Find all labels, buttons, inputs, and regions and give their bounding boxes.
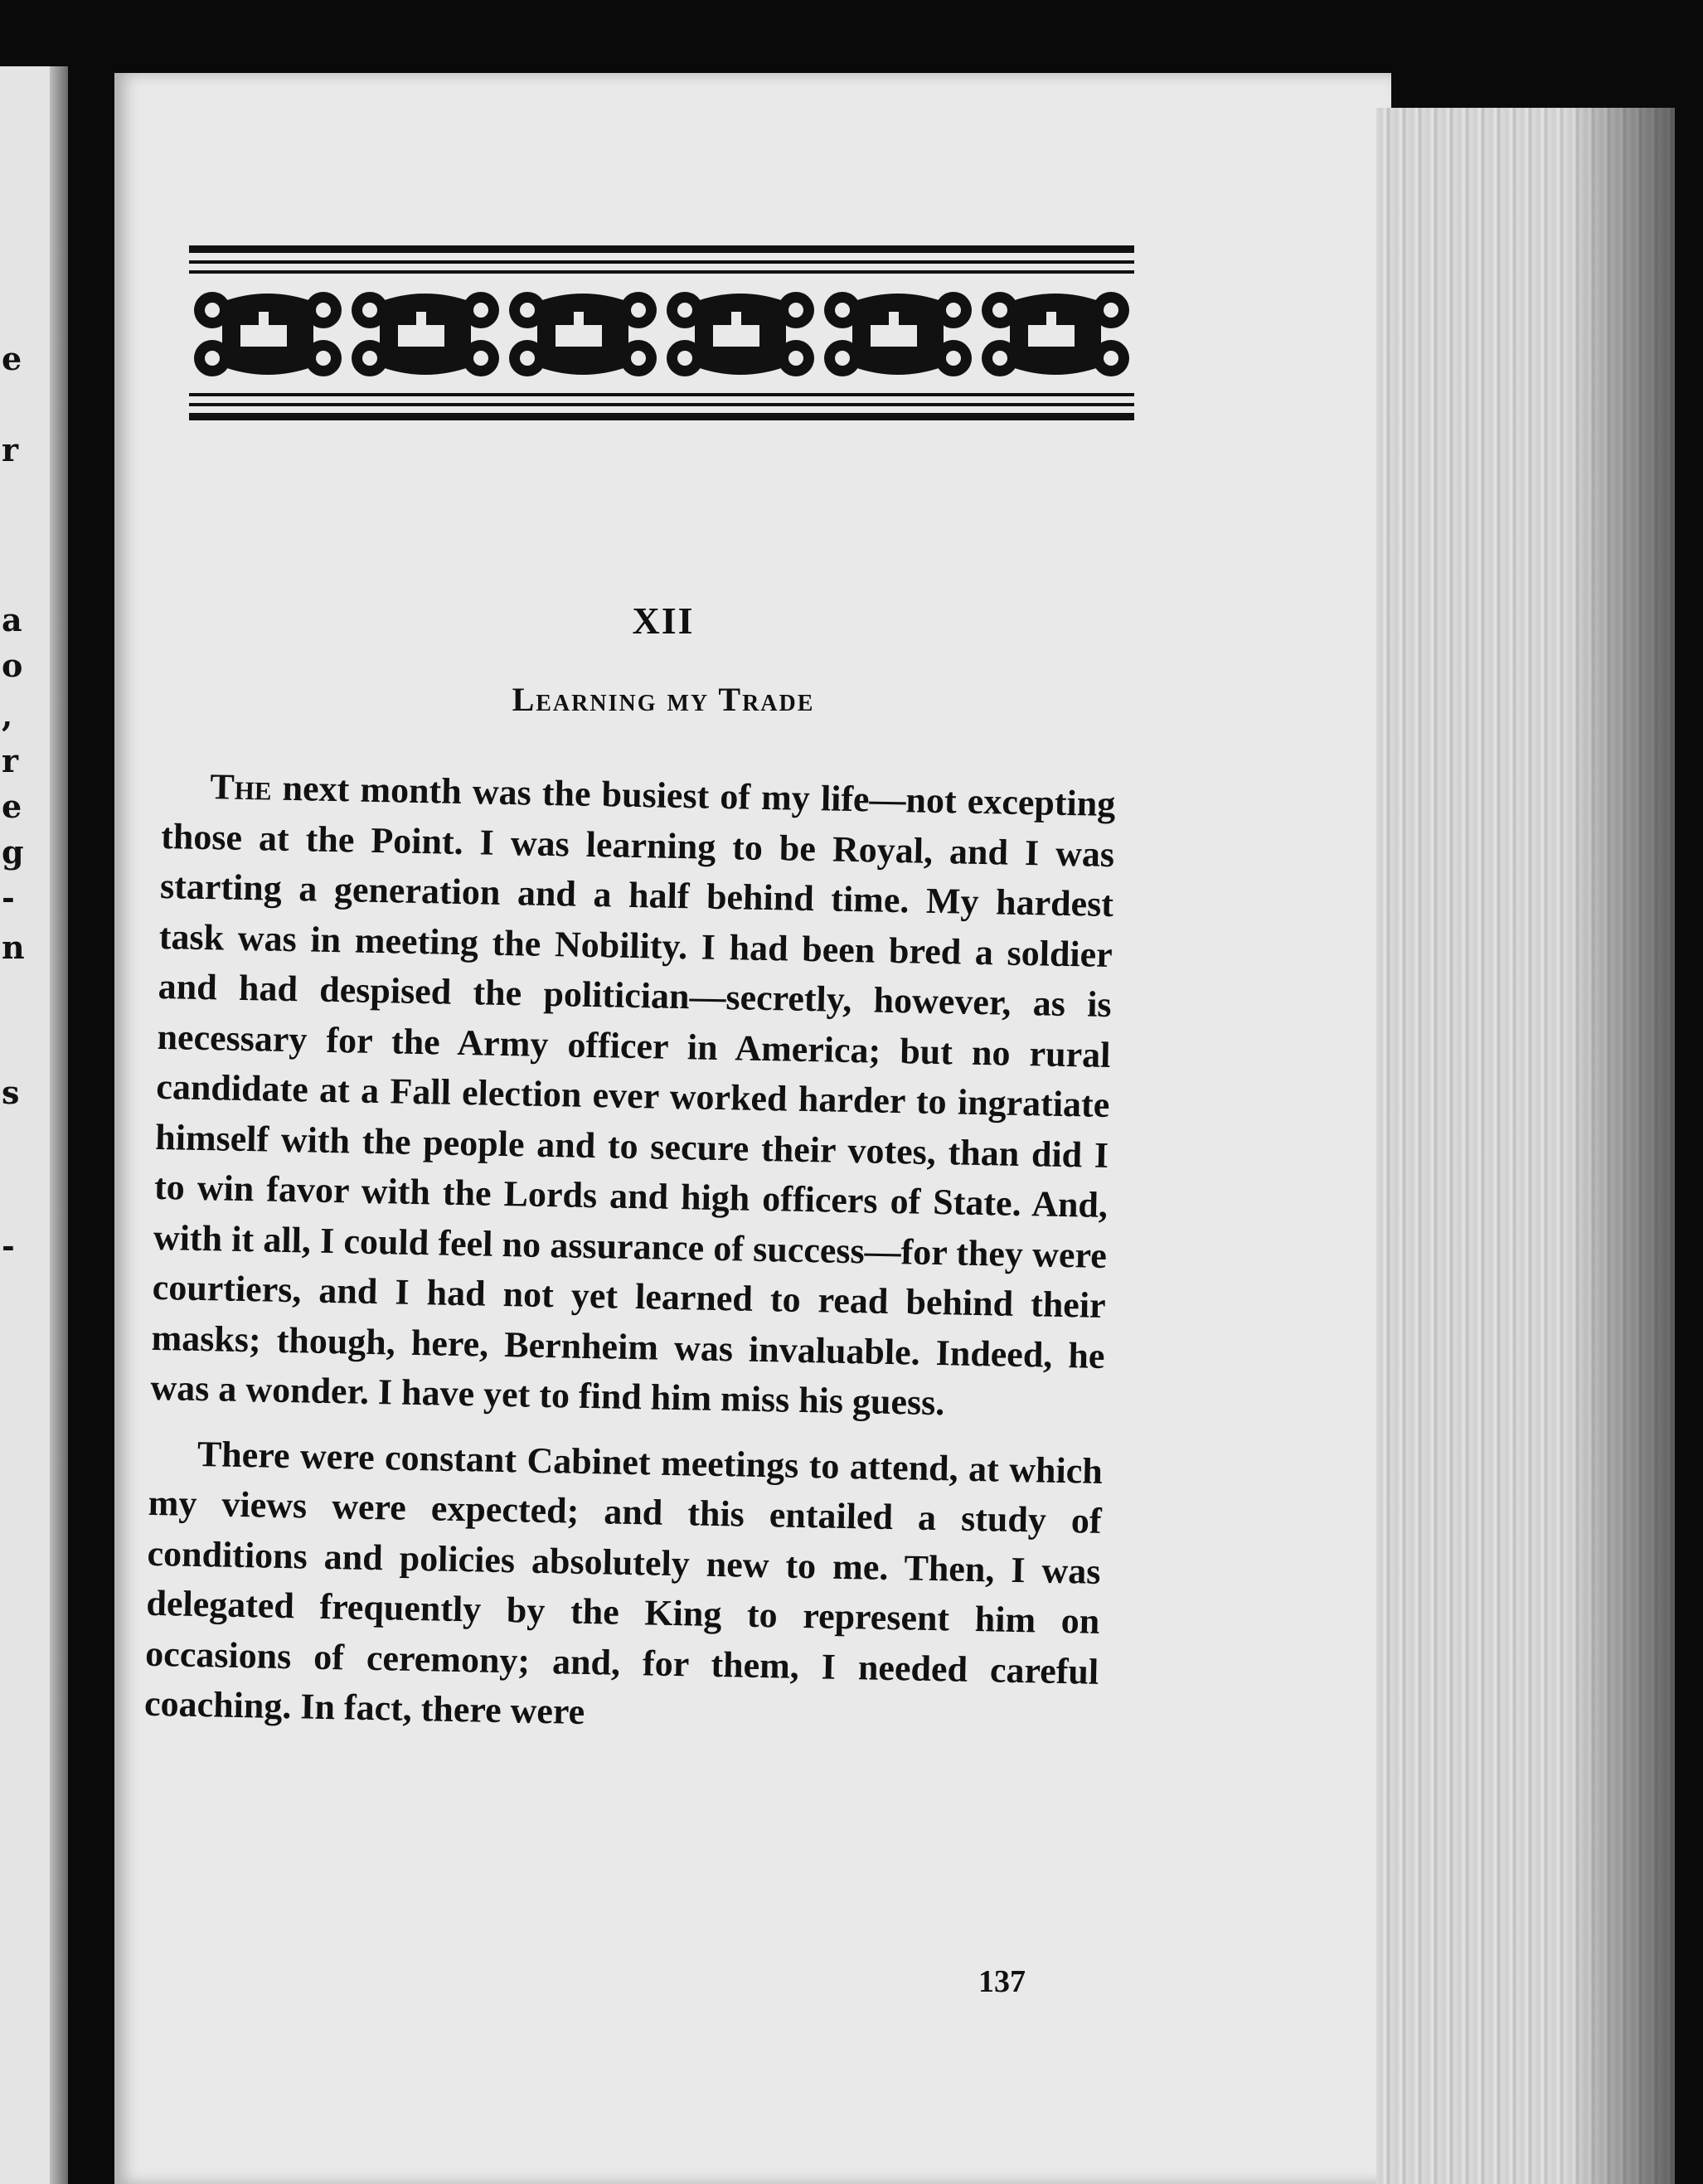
edge-letter: e (2, 788, 22, 825)
page-edge-shadow (1567, 108, 1675, 2184)
edge-letter: e (2, 340, 22, 377)
edge-letter: g (2, 833, 24, 871)
ornament-motif-band (189, 285, 1134, 383)
page-number: 137 (978, 1964, 1026, 1999)
ornament-rule (189, 245, 1134, 253)
edge-letter: s (2, 1074, 20, 1111)
paragraph-text: next month was the busiest of my life—not excepting those at the Point. I was learning to be Royal, and I was starting a generation and a half behind time. My hardest task was in meeting the Nobility. I had been bred a soldier and had despised the politician—secretly, however, as is necessary for the Army officer in America; but no rural candidate at a Fall election ever worked harder to ingratiate himself with the people and to secure their votes, than did I to win favor with the Lords and high officers of State. And, with it all, I could feel no assurance of success—for they were courtiers, and I had not yet learned to read behind their masks; though, here, Bernheim was invaluable. Indeed, he was a wonder. I have yet to find him miss his guess. (150, 767, 1116, 1424)
book-gutter (50, 66, 68, 2184)
paragraph-lead-word: The (209, 766, 273, 808)
edge-letter: a (2, 601, 22, 638)
edge-letter: , (2, 696, 13, 734)
ornament-rule (189, 270, 1134, 274)
ornament-rule (189, 403, 1134, 406)
ornament-rule (189, 413, 1134, 420)
paragraph (150, 761, 1116, 1431)
ornament-rule (189, 260, 1134, 264)
edge-letter: r (2, 431, 19, 468)
edge-letter: o (2, 647, 23, 684)
edge-letter: - (2, 1227, 15, 1264)
body-text (144, 761, 1116, 1747)
chapter-title: Learning my Trade (512, 681, 815, 718)
chapter-number: XII (632, 599, 695, 642)
edge-letter: - (2, 879, 15, 916)
paragraph-text: There were constant Cabinet meetings to attend, at which my views were expected; and this entailed a study of conditions and policies absolutely new to me. Then, I was delegated frequently by the King to represent him on occasions of ceremony; and, for them, I needed careful coaching. In fact, there were (143, 1433, 1104, 1732)
ornament-rule (189, 393, 1134, 396)
facing-page-edge (0, 66, 68, 2184)
stacked-page-edges (1376, 108, 1675, 2184)
chapter-ornament (189, 245, 1134, 428)
edge-letter: r (2, 742, 19, 779)
edge-letter: n (2, 929, 25, 966)
paragraph (144, 1428, 1104, 1747)
